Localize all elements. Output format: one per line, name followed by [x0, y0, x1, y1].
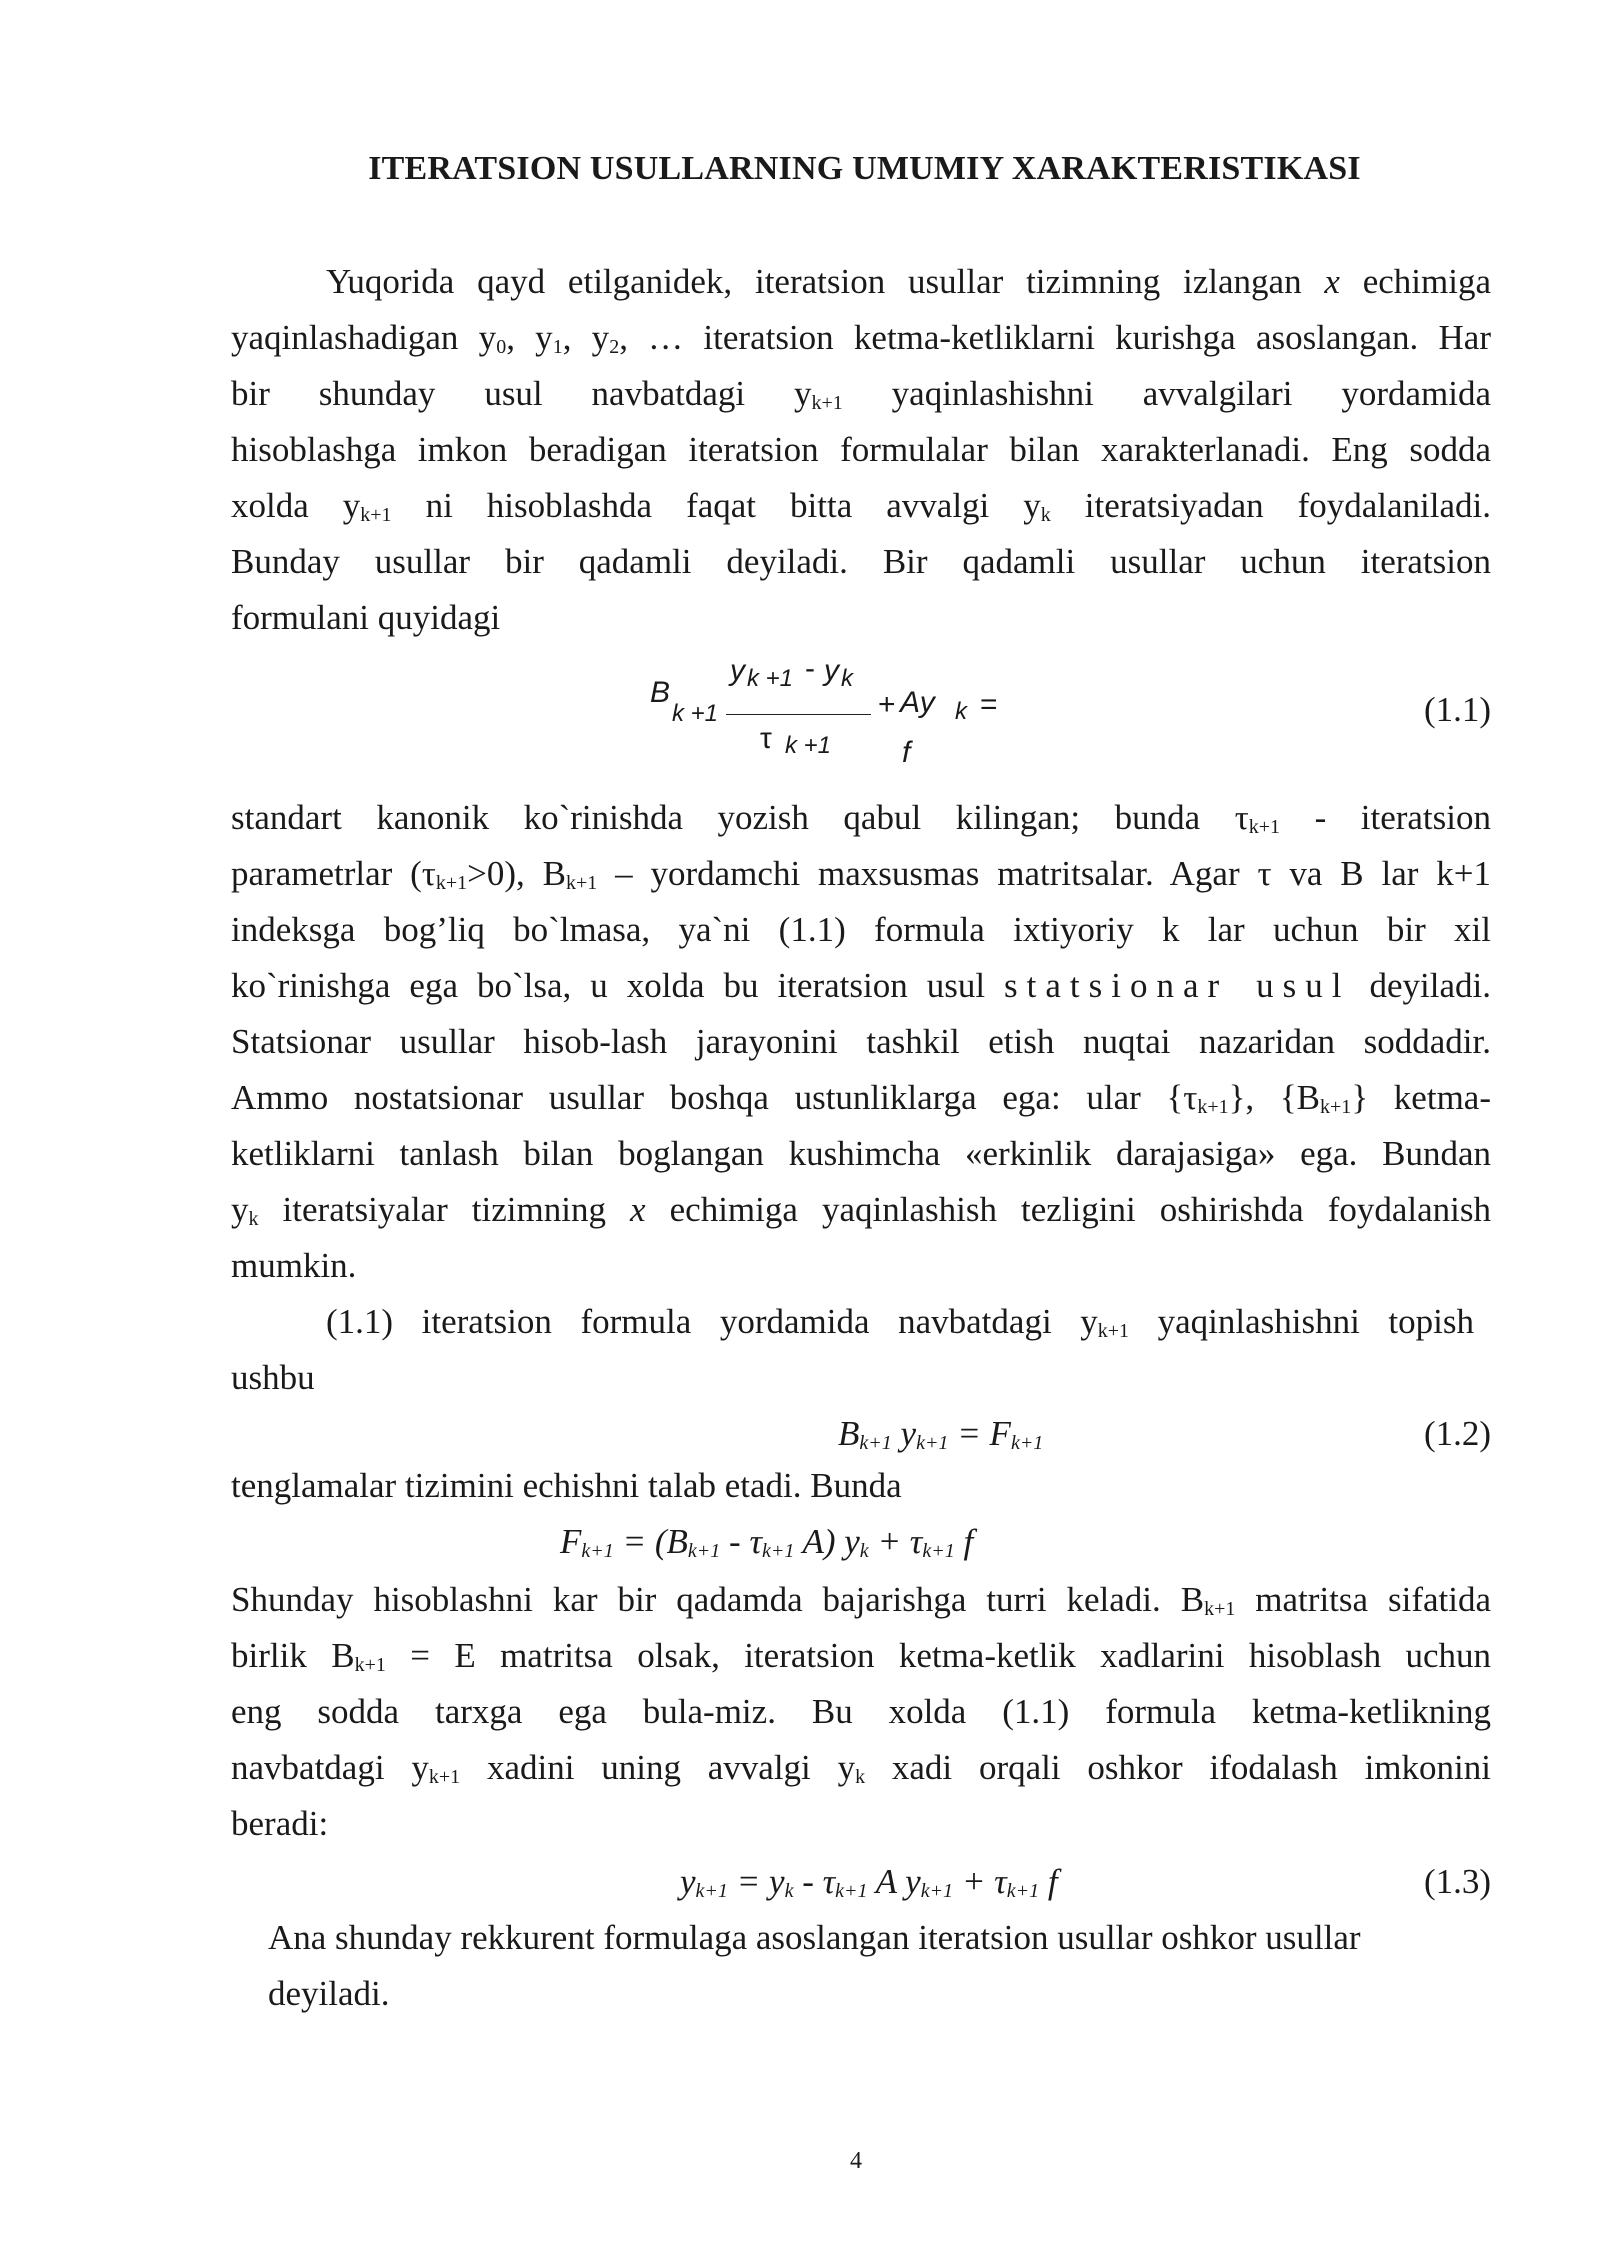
eq11-Ay-sub: k [955, 698, 967, 725]
paragraph-2-line-9: mumkin. [231, 1246, 357, 1285]
paragraph-2-line-6: Ammo nostatsionar usullar boshqa ustunliklarga ega: ular $\{\tau_{k+1}\}$, $\{B_{k+1}\}$ ketma- [231, 1078, 1491, 1118]
eq11-num-y1: y [730, 654, 745, 687]
equation-1-3: $y_{k+1} = y_k - \tau_{k+1}$ A $y_{k+1} + \tau_{k+1}$ f [680, 1862, 1058, 1902]
paragraph-6-line-2: deyiladi. [268, 1974, 390, 2013]
eq11-minus: - [805, 652, 815, 685]
eq11-den-tau: τ [760, 722, 772, 755]
eq11-plus: + [878, 688, 896, 721]
paragraph-5-line-4: navbatdagi $y_{k+1}$ xadini uning avvalgi $y_k$ xadi orqali oshkor ifodalash imkonini [231, 1748, 1491, 1788]
paragraph-5-line-3: eng sodda tarxga ega bula-miz. Bu xolda (1.1) formula ketma-ketlikning [231, 1692, 1491, 1731]
equation-F: $F_{k+1} = (B_{k+1} - \tau_{k+1}$ A) $y_k + \tau_{k+1}$ f [560, 1522, 974, 1562]
paragraph-3-line-1: (1.1) iteratsion formula yordamida navbatdagi $y_{k+1}$ yaqinlashishni topish [326, 1302, 1474, 1342]
eq11-B: B [650, 676, 671, 709]
eq11-B-sub: k +1 [672, 700, 719, 727]
equation-1-2: $B_{k+1}$ $y_{k+1} = F_{k+1}$ [838, 1414, 1044, 1454]
equation-number-1-1: (1.1) [1423, 690, 1491, 729]
eq11-den-sub: k +1 [785, 732, 832, 759]
paragraph-2-line-3: indeksga bog’liq bo`lmasa, ya`ni (1.1) formula ixtiyoriy k lar uchun bir xil [231, 910, 1491, 949]
eq11-equals: = [980, 688, 998, 721]
paragraph-1-line-7: formulani quyidagi [231, 598, 501, 637]
page-number: 4 [850, 2148, 862, 2174]
eq11-num-y1-sub: k +1 [747, 665, 794, 692]
paragraph-3-line-2: ushbu [231, 1358, 315, 1397]
page-title: ITERATSION USULLARNING UMUMIY XARAKTERISTIKASI [368, 150, 1361, 187]
paragraph-5-line-1: Shunday hisoblashni kar bir qadamda bajarishga turri keladi. $B_{k+1}$ matritsa sifatida [231, 1580, 1491, 1620]
paragraph-2-line-5: Statsionar usullar hisob-lash jarayonini tashkil etish nuqtai nazaridan soddadir. [231, 1022, 1491, 1061]
paragraph-1-line-1: Yuqorida qayd etilganidek, iteratsion usullar tizimning izlangan x echimiga [326, 262, 1491, 301]
paragraph-1-line-4: hisoblashga imkon beradigan iteratsion formulalar bilan xarakterlanadi. Eng sodda [231, 430, 1491, 469]
paragraph-2-line-4: ko`rinishga ega bo`lsa, u xolda bu iteratsion usul statsionar usul deyiladi. [231, 966, 1491, 1005]
paragraph-4-line-1: tenglamalar tizimini echishni talab etadi. Bunda [231, 1466, 902, 1505]
eq11-num-y2-sub: k [841, 665, 853, 692]
eq11-Ay: Ay [900, 686, 935, 719]
equation-number-1-2: (1.2) [1423, 1414, 1491, 1453]
paragraph-2-line-7: ketliklarni tanlash bilan boglangan kushimcha «erkinlik darajasiga» ega. Bundan [231, 1134, 1491, 1173]
eq11-f: f [902, 736, 911, 769]
eq11-fraction-bar [726, 714, 871, 715]
paragraph-1-line-3: bir shunday usul navbatdagi $y_{k+1}$ yaqinlashishni avvalgilari yordamida [231, 374, 1491, 414]
paragraph-5-line-2: birlik $B_{k+1} = E$ matritsa olsak, iteratsion ketma-ketlik xadlarini hisoblash uchun [231, 1636, 1491, 1676]
paragraph-1-line-2: yaqinlashadigan $y_0$, $y_1$, $y_2$, … iteratsion ketma-ketliklarni kurishga asoslangan. Har [231, 318, 1491, 358]
equation-number-1-3: (1.3) [1423, 1862, 1491, 1901]
eq11-num-y2: y [824, 654, 839, 687]
paragraph-1-line-6: Bunday usullar bir qadamli deyiladi. Bir qadamli usullar uchun iteratsion [231, 542, 1491, 581]
paragraph-1-line-5: xolda $y_{k+1}$ ni hisoblashda faqat bitta avvalgi $y_k$ iteratsiyadan foydalaniladi. [231, 486, 1492, 526]
paragraph-2-line-1: standart kanonik ko`rinishda yozish qabul kilingan; bunda $\tau_{k+1}$ - iteratsion [231, 798, 1491, 838]
paragraph-5-line-5: beradi: [231, 1804, 329, 1843]
paragraph-6-line-1: Ana shunday rekkurent formulaga asoslangan iteratsion usullar oshkor usullar [268, 1918, 1361, 1957]
paragraph-2-line-2: parametrlar $(\tau_{k+1}>0)$, $B_{k+1}$ – yordamchi maxsusmas matritsalar. Agar τ va B lar k+1 [231, 854, 1491, 894]
paragraph-2-line-8: $y_k$ iteratsiyalar tizimning x echimiga yaqinlashish tezligini oshirishda foydalanish [231, 1190, 1491, 1230]
